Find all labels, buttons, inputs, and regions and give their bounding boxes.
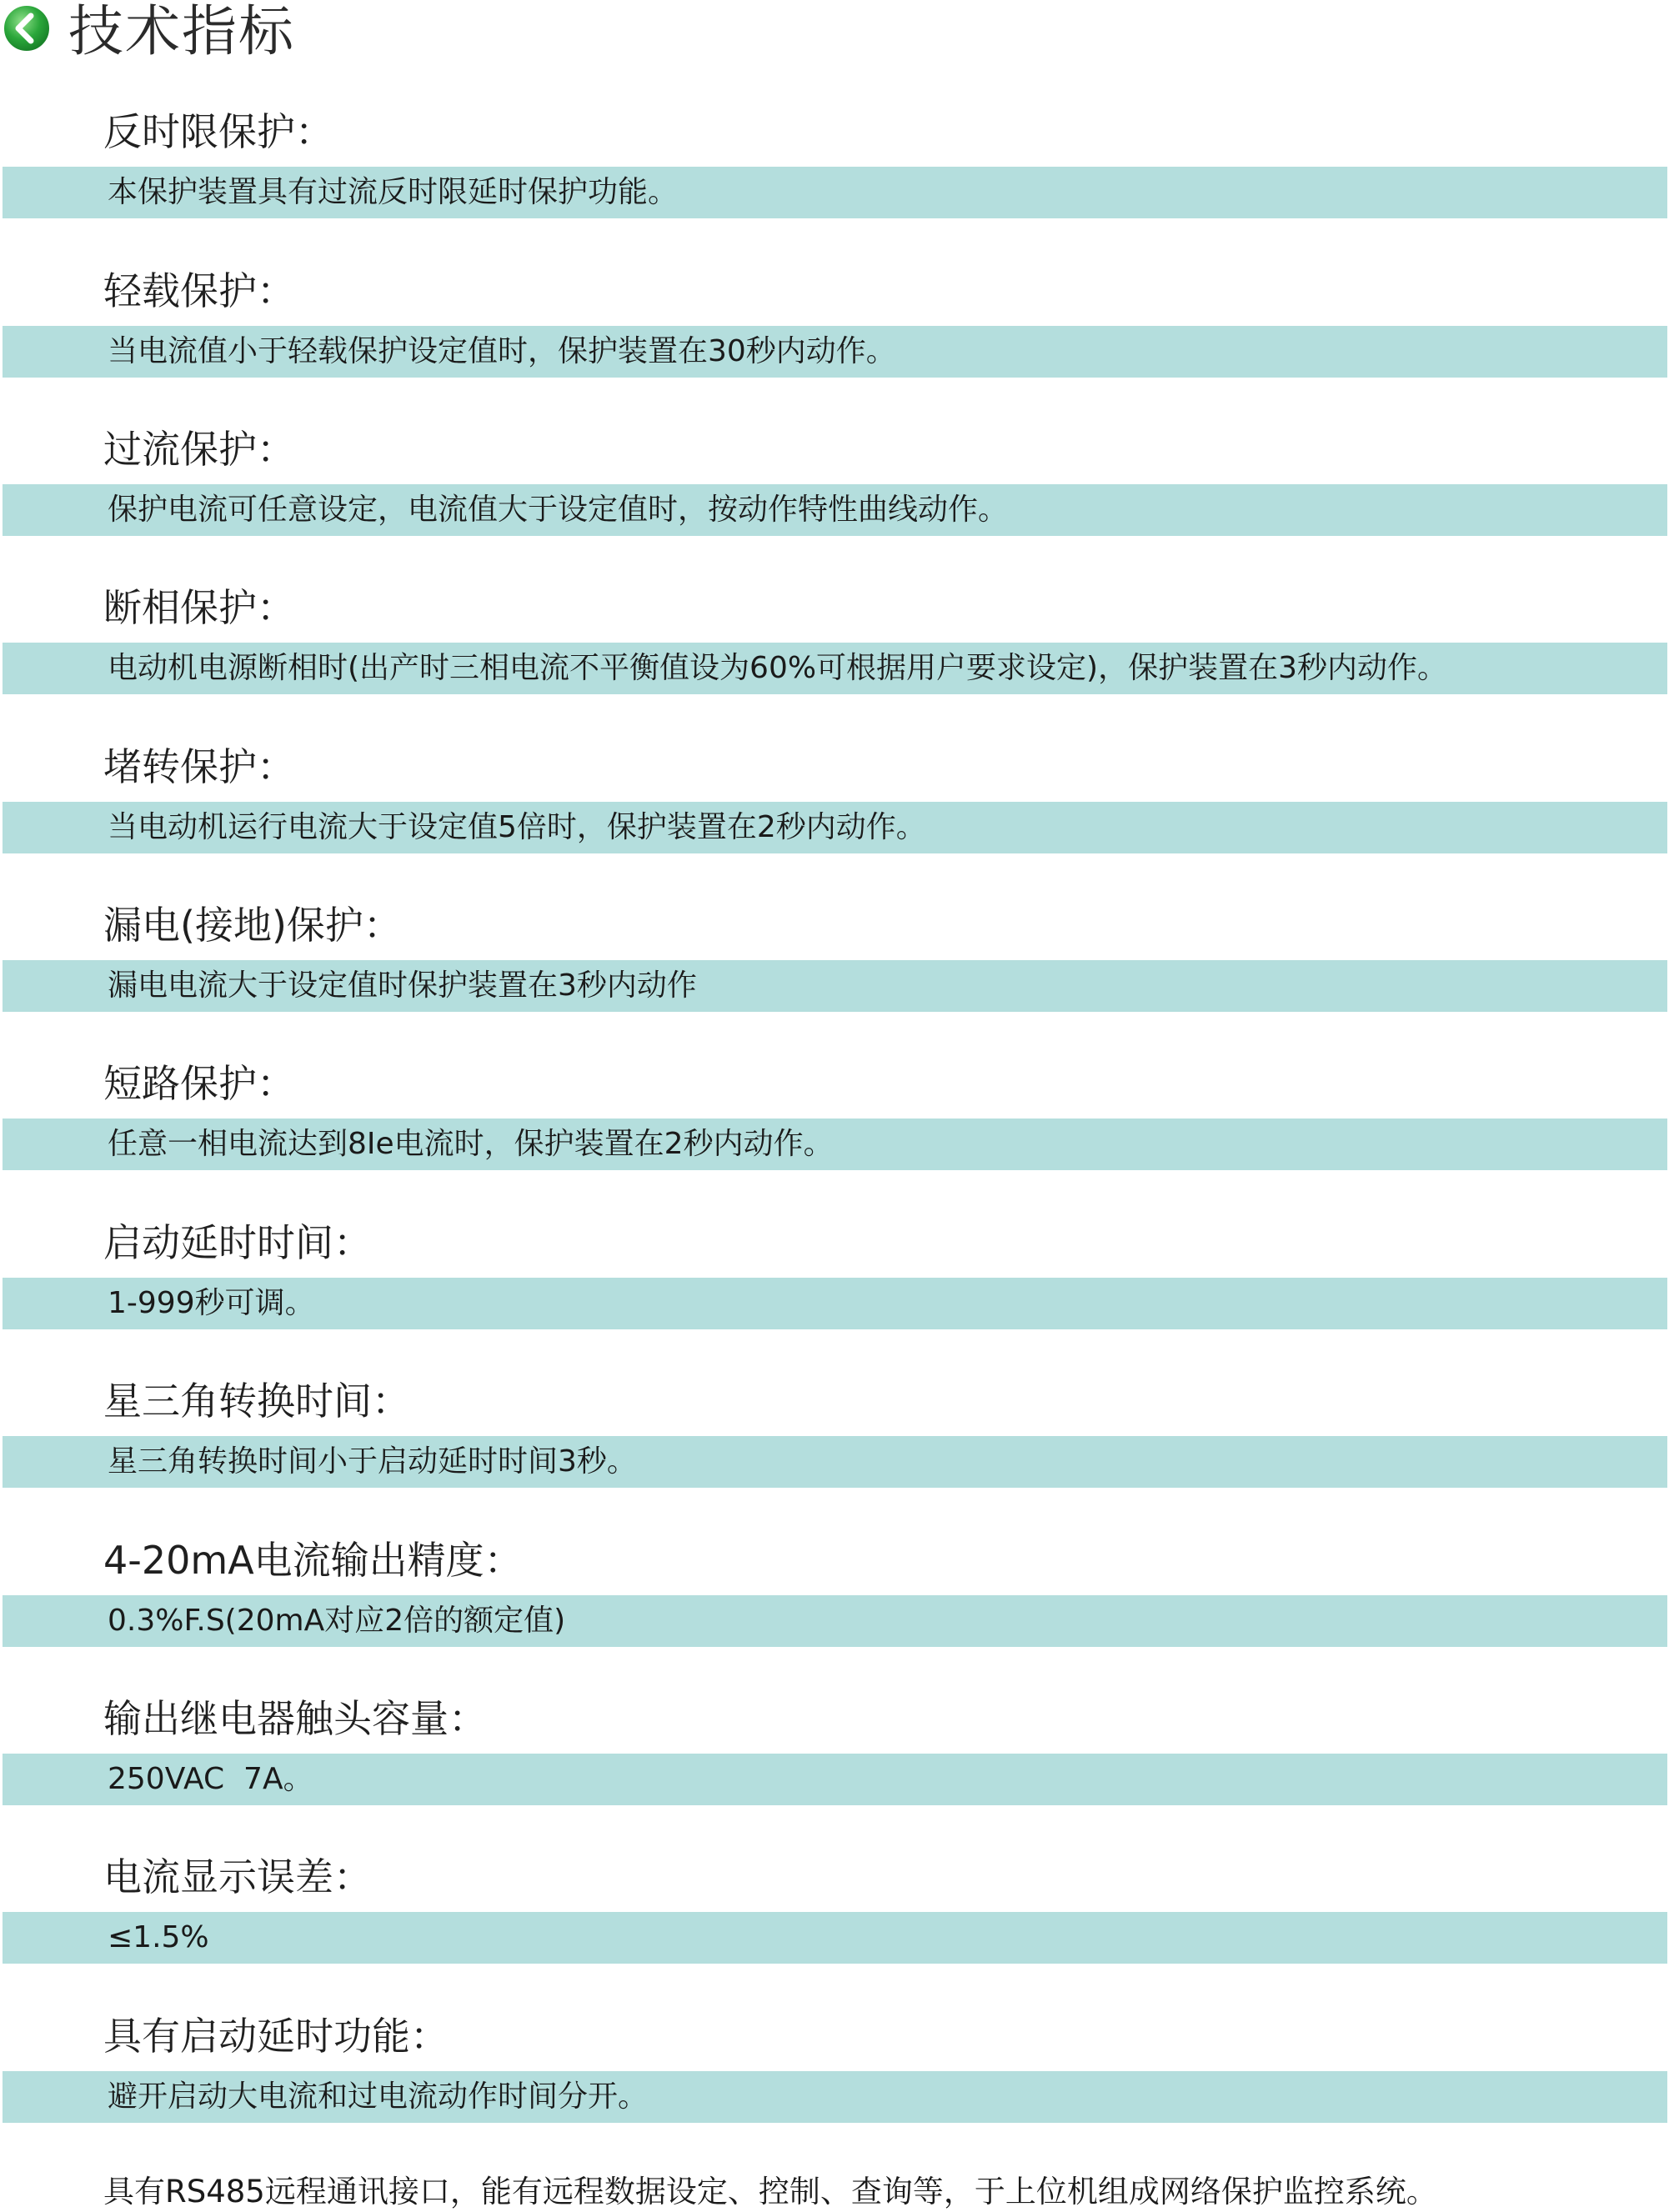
section-band: [3, 1436, 1667, 1488]
footer-note: 具有RS485远程通讯接口，能有远程数据设定、控制、查询等，于上位机组成网络保护监控系统。: [103, 2174, 1437, 2209]
section-title: 过流保护：: [103, 427, 295, 472]
section-band: [3, 1912, 1667, 1964]
section-title: 星三角转换时间：: [103, 1379, 410, 1424]
section-text: 保护电流可任意设定，电流值大于设定值时，按动作特性曲线动作。: [108, 493, 1009, 527]
section-text: 电动机电源断相时(出产时三相电流不平衡值设为60%可根据用户要求设定)，保护装置在3秒内动作。: [108, 651, 1448, 685]
section-text: 250VAC 7A。: [108, 1762, 313, 1796]
section-text: 星三角转换时间小于启动延时时间3秒。: [108, 1444, 637, 1479]
section-band: [3, 1278, 1667, 1329]
section-text: 1-999秒可调。: [108, 1286, 315, 1320]
section-text: 当电动机运行电流大于设定值5倍时，保护装置在2秒内动作。: [108, 810, 926, 844]
section-band: [3, 1119, 1667, 1170]
section-text: 当电流值小于轻载保护设定值时，保护装置在30秒内动作。: [108, 334, 896, 368]
section-title: 反时限保护：: [103, 109, 333, 154]
section-title: 堵转保护：: [103, 744, 295, 789]
section-band: [3, 167, 1667, 218]
section-band: [3, 1754, 1667, 1805]
section-title: 轻载保护：: [103, 268, 295, 313]
section-title: 具有启动延时功能：: [103, 2014, 449, 2059]
section-text: 本保护装置具有过流反时限延时保护功能。: [108, 175, 679, 209]
section-title: 输出继电器触头容量：: [103, 1696, 487, 1741]
section-band: [3, 2071, 1667, 2123]
section-title: 短路保护：: [103, 1061, 295, 1106]
back-arrow-circle-icon[interactable]: [2, 3, 52, 53]
section-text: 任意一相电流达到8Ie电流时，保护装置在2秒内动作。: [108, 1127, 834, 1161]
section-title: 4-20mA电流输出精度：: [103, 1538, 523, 1583]
section-text: 避开启动大电流和过电流动作时间分开。: [108, 2079, 649, 2114]
section-title: 启动延时时间：: [103, 1220, 372, 1265]
section-band: [3, 643, 1667, 694]
section-band: [3, 484, 1667, 536]
section-text: 0.3%F.S(20mA对应2倍的额定值): [108, 1604, 566, 1638]
section-text: 漏电电流大于设定值时保护装置在3秒内动作: [108, 968, 697, 1003]
section-band: [3, 1595, 1667, 1647]
section-band: [3, 960, 1667, 1012]
section-title: 断相保护：: [103, 585, 295, 630]
header: [0, 0, 1669, 67]
section-band: [3, 326, 1667, 378]
page-title: 技术指标: [68, 0, 295, 63]
section-text: ≤1.5%: [108, 1920, 209, 1954]
section-title: 电流显示误差：: [103, 1854, 372, 1899]
section-title: 漏电(接地)保护：: [103, 903, 402, 948]
section-band: [3, 802, 1667, 853]
